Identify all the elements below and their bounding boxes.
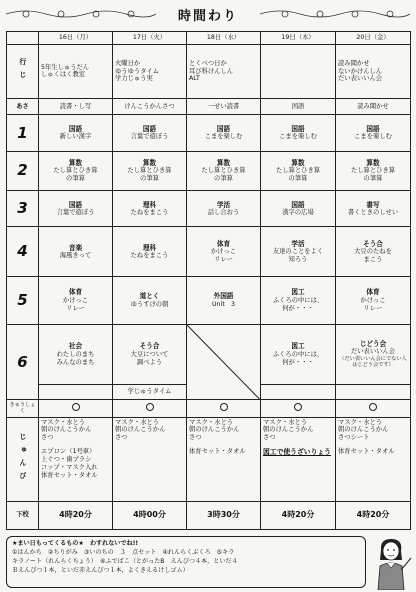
class-cell: 体育 かけっこ リレー (187, 227, 261, 277)
period-number: 2 (7, 151, 39, 190)
morning-cell: 読み聞かせ (336, 98, 411, 114)
duty-mark (39, 400, 113, 417)
events-cell: 5年生しゅうだん しゅくはく教室 (39, 44, 113, 98)
class-cell: 算数 たし算とひき算 の筆算 (187, 151, 261, 190)
flower-garland-right-icon (260, 8, 410, 20)
notice-heading: ★まい日もってくるもの★ わすれないでね!! (12, 540, 139, 547)
morning-cell: 国語 (261, 98, 336, 114)
class-cell: 国語 こまを楽しむ (336, 115, 411, 152)
class-cell: 体育 かけっこ リレー (336, 277, 411, 325)
notice-line: Ｂえんぴつ１本，といだ赤えんぴつ１本，よくきえるけしゴム） (12, 567, 189, 575)
class-cell: 書写 書くときのしせい (336, 190, 411, 227)
period-number: 3 (7, 190, 39, 227)
class-cell: 国語 こまを楽しむ (187, 115, 261, 152)
period-number: 5 (7, 277, 39, 325)
morning-cell: 読書・し写 (39, 98, 113, 114)
class-cell: 算数 たし算とひき算 の筆算 (336, 151, 411, 190)
dismissal-time: 4時20分 (336, 501, 411, 529)
circle-icon (72, 403, 80, 411)
class-cell: 理科 たねをまこう (113, 227, 187, 277)
events-cell: 読み聞かせ ないかけんしん だい表いいん会 (336, 44, 411, 98)
class-cell: そう合 大豆のたねを まこう (336, 227, 411, 277)
class-cell: 国語 言葉で遊ぼう (113, 115, 187, 152)
lunch-duty-row (7, 400, 411, 417)
prep-cell: マスク・水とう 朝のけんこうかん さつ 体育セット・タオル (187, 417, 261, 501)
after-cell (261, 385, 336, 400)
day-header: 19日（木） (261, 32, 336, 45)
class-cell: 国語 言葉で遊ぼう (39, 190, 113, 227)
header (0, 0, 416, 28)
corner-cell (7, 32, 39, 45)
period-row (7, 324, 411, 384)
morning-cell: 一せい読書 (187, 98, 261, 114)
day-header-row (7, 32, 411, 45)
period-row (7, 277, 411, 325)
timetable (6, 31, 411, 530)
dismissal-time: 4時20分 (39, 501, 113, 529)
class-cell: 図工 ふくろの中には、 何が・・・ (261, 324, 336, 384)
dismissal-time: 3時30分 (187, 501, 261, 529)
teacher-illustration-icon (370, 536, 412, 590)
class-cell: 算数 たし算とひき算 の筆算 (261, 151, 336, 190)
day-header: 17日（火） (113, 32, 187, 45)
class-cell: 音楽 海風きって (39, 227, 113, 277)
class-cell: 体育 かけっこ リレー (39, 277, 113, 325)
circle-icon (294, 403, 302, 411)
class-cell: 学活 話し合おう (187, 190, 261, 227)
day-header: 20日（金） (336, 32, 411, 45)
period-row (7, 190, 411, 227)
duty-mark (261, 400, 336, 417)
prep-cell: マスク・水とう 朝のけんこうかん さつシート 体育セット・タオル (336, 417, 411, 501)
class-cell: 外国語 Unit 3 (187, 277, 261, 325)
period-row (7, 115, 411, 152)
events-cell: 火曜日か ゆうゆうタイム 学力じゅう実 (113, 44, 187, 98)
period-row (7, 151, 411, 190)
page-title: 時間わり (177, 9, 238, 24)
class-cell: 国語 新しい漢字 (39, 115, 113, 152)
prep-cell: マスク・水とう 朝のけんこうかん さつ 図工で使うざいりょう (261, 417, 336, 501)
class-cell: そう合 大豆について 調べよう (113, 324, 187, 384)
circle-icon (146, 403, 154, 411)
lunch-label: きゅうしょく (7, 400, 39, 417)
art-materials-note: 図工で使うざいりょう (263, 448, 331, 457)
dismissal-time: 4時00分 (113, 501, 187, 529)
period-number: 1 (7, 115, 39, 152)
duty-mark (187, 400, 261, 417)
dismissal-row (7, 501, 411, 529)
notice-line: キラノート（れんらくちょう） ⑥ふでばこ（とがったB えんぴつ４本，といだ４ (12, 558, 238, 566)
duty-mark (113, 400, 187, 417)
day-header: 18日（水） (187, 32, 261, 45)
after-cell: 学じゅうタイム (113, 385, 187, 400)
class-cell: 国語 こまを楽しむ (261, 115, 336, 152)
diagonal-line (187, 325, 260, 400)
circle-icon (369, 403, 377, 411)
class-cell: 道とく ゆうすけの朝 (113, 277, 187, 325)
class-cell: 社会 わたしのまち みんなのまち (39, 324, 113, 384)
after-cell (39, 385, 113, 400)
empty-diagonal-cell (187, 324, 261, 400)
class-cell: 算数 たし算とひき算 の筆算 (39, 151, 113, 190)
duty-mark (336, 400, 411, 417)
class-cell: 算数 たし算とひき算 の筆算 (113, 151, 187, 190)
class-cell: 図工 ふくろの中には、 何が・・・ (261, 277, 336, 325)
dismissal-label: 下校 (7, 501, 39, 529)
events-label: 行じ (7, 44, 39, 98)
dismissal-time: 4時20分 (261, 501, 336, 529)
period-row (7, 227, 411, 277)
day-header: 16日（月） (39, 32, 113, 45)
after-cell (336, 385, 411, 400)
prep-cell: マスク・水とう 朝のけんこうかん さつ エプロン（1号車） 上ぐつ・歯ブラシ コップ・マスク入れ 体育セット・タオル (39, 417, 113, 501)
events-row (7, 44, 411, 98)
class-cell: じどう会 だい表いいん会 （だい表いいん会にでない人はじどう会です） (336, 324, 411, 384)
morning-row (7, 98, 411, 114)
period-number: 4 (7, 227, 39, 277)
prep-cell: マスク・水とう 朝のけんこうかん さつ (113, 417, 187, 501)
prep-row (7, 417, 411, 501)
morning-label: あさ (7, 98, 39, 114)
period-number: 6 (7, 324, 39, 400)
class-cell: 学活 友達のことをよく 知ろう (261, 227, 336, 277)
events-cell (261, 44, 336, 98)
prep-label: じゅんび (7, 417, 39, 501)
class-cell: 理科 たねをまこう (113, 190, 187, 227)
notice-line: ①はんかち ②ちりがみ ③いのちの ３ 点セット ④れんらくぶくろ ⑤キラ (12, 549, 235, 557)
circle-icon (220, 403, 228, 411)
daily-items-notice (6, 536, 366, 588)
events-cell: とくべつ日か 耳び科けんしん ALT (187, 44, 261, 98)
morning-cell: けんこうかんさつ (113, 98, 187, 114)
class-cell: 国語 漢字の広場 (261, 190, 336, 227)
